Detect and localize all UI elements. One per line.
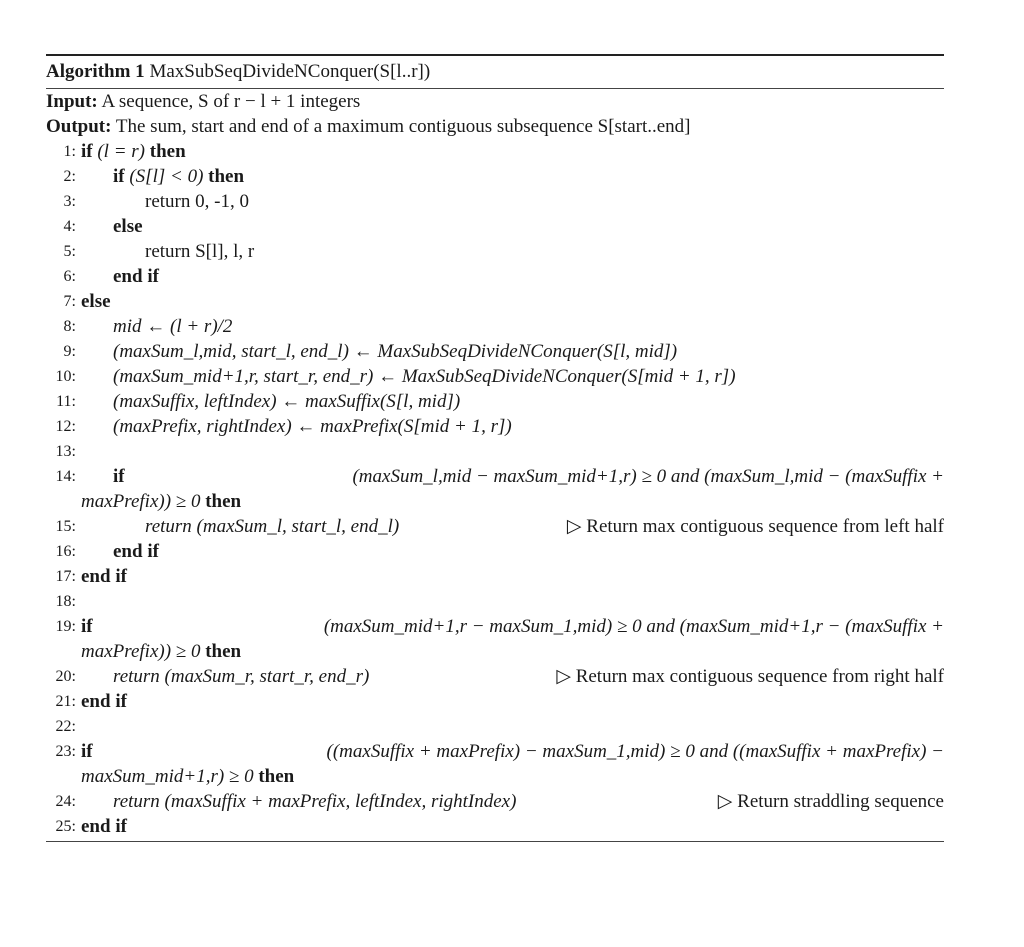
line-number: 1: bbox=[63, 143, 76, 160]
line-number: 8: bbox=[63, 318, 76, 335]
kw-end-if: end if bbox=[113, 541, 159, 562]
code-line-22 bbox=[46, 714, 944, 739]
code-line-14-cont bbox=[46, 489, 944, 514]
code-line-19 bbox=[46, 614, 944, 639]
code-text: (maxPrefix, rightIndex) ← maxPrefix(S[mid + 1, r]) bbox=[113, 416, 512, 437]
code-line-23 bbox=[46, 739, 944, 764]
code-text: return (maxSum_l, start_l, end_l) bbox=[145, 516, 400, 537]
line-number: 14: bbox=[55, 468, 76, 485]
input-text: A sequence, S of r − l + 1 integers bbox=[101, 91, 361, 112]
code-line-25 bbox=[46, 814, 944, 839]
code-line-20 bbox=[46, 664, 944, 689]
code-line-10 bbox=[46, 364, 944, 389]
code-text: (maxSuffix, leftIndex) ← maxSuffix(S[l, mid]) bbox=[113, 391, 461, 412]
algorithm-title: MaxSubSeqDivideNConquer(S[l..r]) bbox=[149, 61, 431, 82]
bottom-rule bbox=[46, 841, 944, 842]
code-text: maxPrefix)) ≥ 0 bbox=[81, 641, 201, 662]
line-number: 22: bbox=[55, 718, 76, 735]
line-number: 23: bbox=[55, 743, 76, 760]
code-line-2 bbox=[46, 164, 944, 189]
kw-then: then bbox=[208, 166, 245, 187]
code-line-21 bbox=[46, 689, 944, 714]
kw-else: else bbox=[81, 291, 111, 312]
line-number: 15: bbox=[55, 518, 76, 535]
line-number: 17: bbox=[55, 568, 76, 585]
code-line-5 bbox=[46, 239, 944, 264]
line-number: 12: bbox=[55, 418, 76, 435]
line-number: 21: bbox=[55, 693, 76, 710]
code-line-6 bbox=[46, 264, 944, 289]
input-label: Input: bbox=[46, 91, 98, 112]
line-number: 4: bbox=[63, 218, 76, 235]
code-line-15 bbox=[46, 514, 944, 539]
code-line-24 bbox=[46, 789, 944, 814]
line-number: 18: bbox=[55, 593, 76, 610]
kw-end-if: end if bbox=[81, 566, 127, 587]
code-line-11 bbox=[46, 389, 944, 414]
kw-end-if: end if bbox=[81, 691, 127, 712]
kw-then: then bbox=[205, 641, 242, 662]
kw-else: else bbox=[113, 216, 143, 237]
kw-if: if bbox=[81, 141, 93, 162]
kw-if: if bbox=[113, 166, 125, 187]
line-number: 16: bbox=[55, 543, 76, 560]
code-line-16 bbox=[46, 539, 944, 564]
output-text: The sum, start and end of a maximum contiguous subsequence S[start..end] bbox=[115, 116, 691, 137]
code-text: (S[l] < 0) bbox=[129, 166, 204, 187]
code-text: maxSum_mid+1,r) ≥ 0 bbox=[81, 766, 254, 787]
line-number: 11: bbox=[56, 393, 76, 410]
line-number: 10: bbox=[55, 368, 76, 385]
code-text: (maxSum_l,mid, start_l, end_l) ← MaxSubSeqDivideNConquer(S[l, mid]) bbox=[113, 341, 678, 362]
line-number: 7: bbox=[63, 293, 76, 310]
code-text: (l = r) bbox=[97, 141, 146, 162]
algorithm-label: Algorithm 1 bbox=[46, 61, 145, 82]
line-number: 3: bbox=[63, 193, 76, 210]
line-number: 25: bbox=[55, 818, 76, 835]
line-number: 19: bbox=[55, 618, 76, 635]
line-number: 20: bbox=[55, 668, 76, 685]
line-number: 5: bbox=[63, 243, 76, 260]
input-line bbox=[46, 89, 944, 114]
kw-then: then bbox=[258, 766, 295, 787]
code-line-14 bbox=[46, 464, 944, 489]
kw-then: then bbox=[149, 141, 186, 162]
code-line-19-cont bbox=[46, 639, 944, 664]
comment-left-half: ▷ Return max contiguous sequence from left half bbox=[566, 516, 944, 537]
code-line-8 bbox=[46, 314, 944, 339]
code-line-3 bbox=[46, 189, 944, 214]
code-text: return S[l], l, r bbox=[145, 241, 255, 262]
kw-if: if bbox=[81, 616, 93, 637]
line-number: 6: bbox=[63, 268, 76, 285]
output-line bbox=[46, 114, 944, 139]
code-line-9 bbox=[46, 339, 944, 364]
kw-if: if bbox=[113, 466, 125, 487]
code-text: ((maxSuffix + maxPrefix) − maxSum_1,mid) ≥ 0 and ((maxSuffix + maxPrefix) − bbox=[326, 741, 944, 762]
comment-straddling: ▷ Return straddling sequence bbox=[717, 791, 944, 812]
code-line-18 bbox=[46, 589, 944, 614]
code-line-7 bbox=[46, 289, 944, 314]
line-number: 2: bbox=[63, 168, 76, 185]
code-text: return 0, -1, 0 bbox=[145, 191, 249, 212]
algorithm-block bbox=[46, 54, 944, 842]
code-line-4 bbox=[46, 214, 944, 239]
line-number: 9: bbox=[63, 343, 76, 360]
line-number: 24: bbox=[55, 793, 76, 810]
kw-end-if: end if bbox=[81, 816, 127, 837]
kw-then: then bbox=[205, 491, 242, 512]
code-text: mid ← (l + r)/2 bbox=[113, 316, 233, 337]
code-text: return (maxSuffix + maxPrefix, leftIndex, rightIndex) bbox=[113, 791, 517, 812]
code-line-23-cont bbox=[46, 764, 944, 789]
output-label: Output: bbox=[46, 116, 112, 137]
code-text: (maxSum_mid+1,r − maxSum_1,mid) ≥ 0 and (maxSum_mid+1,r − (maxSuffix + bbox=[323, 616, 944, 637]
code-text: maxPrefix)) ≥ 0 bbox=[81, 491, 201, 512]
code-text: (maxSum_mid+1,r, start_r, end_r) ← MaxSubSeqDivideNConquer(S[mid + 1, r]) bbox=[113, 366, 736, 387]
code-line-13 bbox=[46, 439, 944, 464]
line-number: 13: bbox=[55, 443, 76, 460]
code-line-1 bbox=[46, 139, 944, 164]
comment-right-half: ▷ Return max contiguous sequence from right half bbox=[556, 666, 944, 687]
code-text: return (maxSum_r, start_r, end_r) bbox=[113, 666, 370, 687]
code-text: (maxSum_l,mid − maxSum_mid+1,r) ≥ 0 and (maxSum_l,mid − (maxSuffix + bbox=[352, 466, 944, 487]
code-line-17 bbox=[46, 564, 944, 589]
code-line-12 bbox=[46, 414, 944, 439]
kw-end-if: end if bbox=[113, 266, 159, 287]
algorithm-caption bbox=[46, 56, 944, 88]
algorithm-lines bbox=[46, 139, 944, 839]
kw-if: if bbox=[81, 741, 93, 762]
